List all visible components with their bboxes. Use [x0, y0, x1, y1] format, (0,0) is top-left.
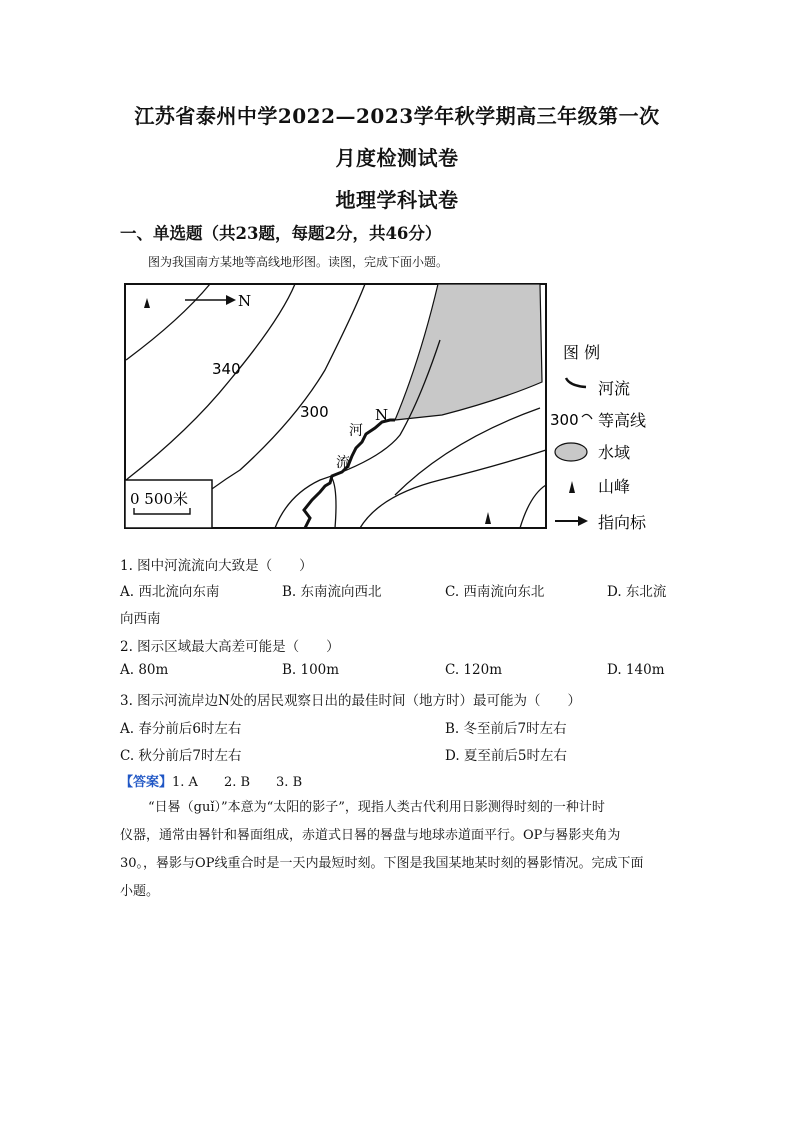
passage-line-2: 仪器，通常由晷针和晷面组成，赤道式日晷的晷盘与地球赤道面平行。OP与晷影夹角为 [120, 828, 621, 843]
q2-option-b: B. 100m [282, 662, 340, 678]
section-heading: 一、单选题（共23题，每题2分，共46分） [120, 224, 442, 243]
contour-label-340: 340 [212, 360, 241, 378]
legend-water-icon [555, 443, 587, 461]
legend-contour-icon [582, 414, 592, 419]
legend-contour-label: 等高线 [598, 411, 647, 430]
legend-arrow-label: 指向标 [598, 513, 647, 532]
legend-peak-icon [569, 481, 575, 493]
q1-option-d: D. 东北流 [607, 584, 667, 600]
peak-icon [144, 298, 150, 308]
q1-option-a: A. 西北流向东南 [120, 584, 220, 600]
q2-option-a: A. 80m [120, 662, 169, 678]
q1-option-b: B. 东南流向西北 [282, 584, 382, 600]
contour-map-figure [120, 280, 680, 532]
peak-icon [485, 512, 491, 524]
q2-option-c: C. 120m [445, 662, 502, 678]
q3-option-a: A. 春分前后6时左右 [120, 721, 242, 737]
contour-line [332, 478, 336, 528]
river-label-char2: 流 [336, 455, 350, 471]
answer-text: 1. A 2. B 3. B [172, 775, 303, 790]
passage-line-4: 小题。 [120, 884, 160, 899]
legend-water-label: 水域 [598, 443, 631, 462]
contour-line [360, 450, 546, 528]
legend-peak-label: 山峰 [598, 477, 631, 496]
scale-text: 0 500米 [130, 490, 188, 508]
q2-option-d: D. 140m [607, 662, 665, 678]
legend-title: 图 例 [563, 343, 601, 362]
exam-title-line1: 江苏省泰州中学2022—2023学年秋学期高三年级第一次 [134, 104, 660, 128]
contour-line [395, 408, 540, 495]
contour-line [126, 284, 295, 480]
answer-line [120, 771, 302, 790]
exam-title-line2: 月度检测试卷 [335, 146, 459, 170]
figure-intro: 图为我国南方某地等高线地形图。读图，完成下面小题。 [148, 255, 449, 269]
question-2: 2. 图示区域最大高差可能是（ ） [120, 639, 340, 655]
q3-option-d: D. 夏至前后5时左右 [445, 748, 568, 764]
passage-line-1: “日晷（guǐ）”本意为“太阳的影子”，现指人类古代利用日影测得时刻的一种计时 [148, 800, 605, 815]
legend-river-icon [566, 378, 586, 387]
question-1: 1. 图中河流流向大致是（ ） [120, 558, 313, 574]
passage-line-3: 30。，晷影与OP线重合时是一天内最短时刻。下图是我国某地某时刻的晷影情况。完成下面 [120, 856, 644, 871]
north-label: N [238, 292, 252, 310]
q1-option-d-wrap: 向西南 [120, 611, 161, 627]
contour-line [126, 284, 210, 360]
river-label-char1: 河 [349, 423, 363, 439]
q3-option-b: B. 冬至前后7时左右 [445, 721, 567, 737]
legend-river-label: 河流 [598, 379, 631, 398]
question-3: 3. 图示河流岸边N处的居民观察日出的最佳时间（地方时）最可能为（ ） [120, 693, 581, 709]
point-n-label: N [375, 406, 389, 424]
answer-tag: 【答案】 [120, 775, 173, 790]
legend-contour-value: 300 [550, 411, 579, 429]
contour-line [520, 485, 546, 528]
subject-title: 地理学科试卷 [335, 188, 459, 212]
contour-label-300: 300 [300, 403, 329, 421]
q1-option-c: C. 西南流向东北 [445, 584, 545, 600]
q3-option-c: C. 秋分前后7时左右 [120, 748, 242, 764]
